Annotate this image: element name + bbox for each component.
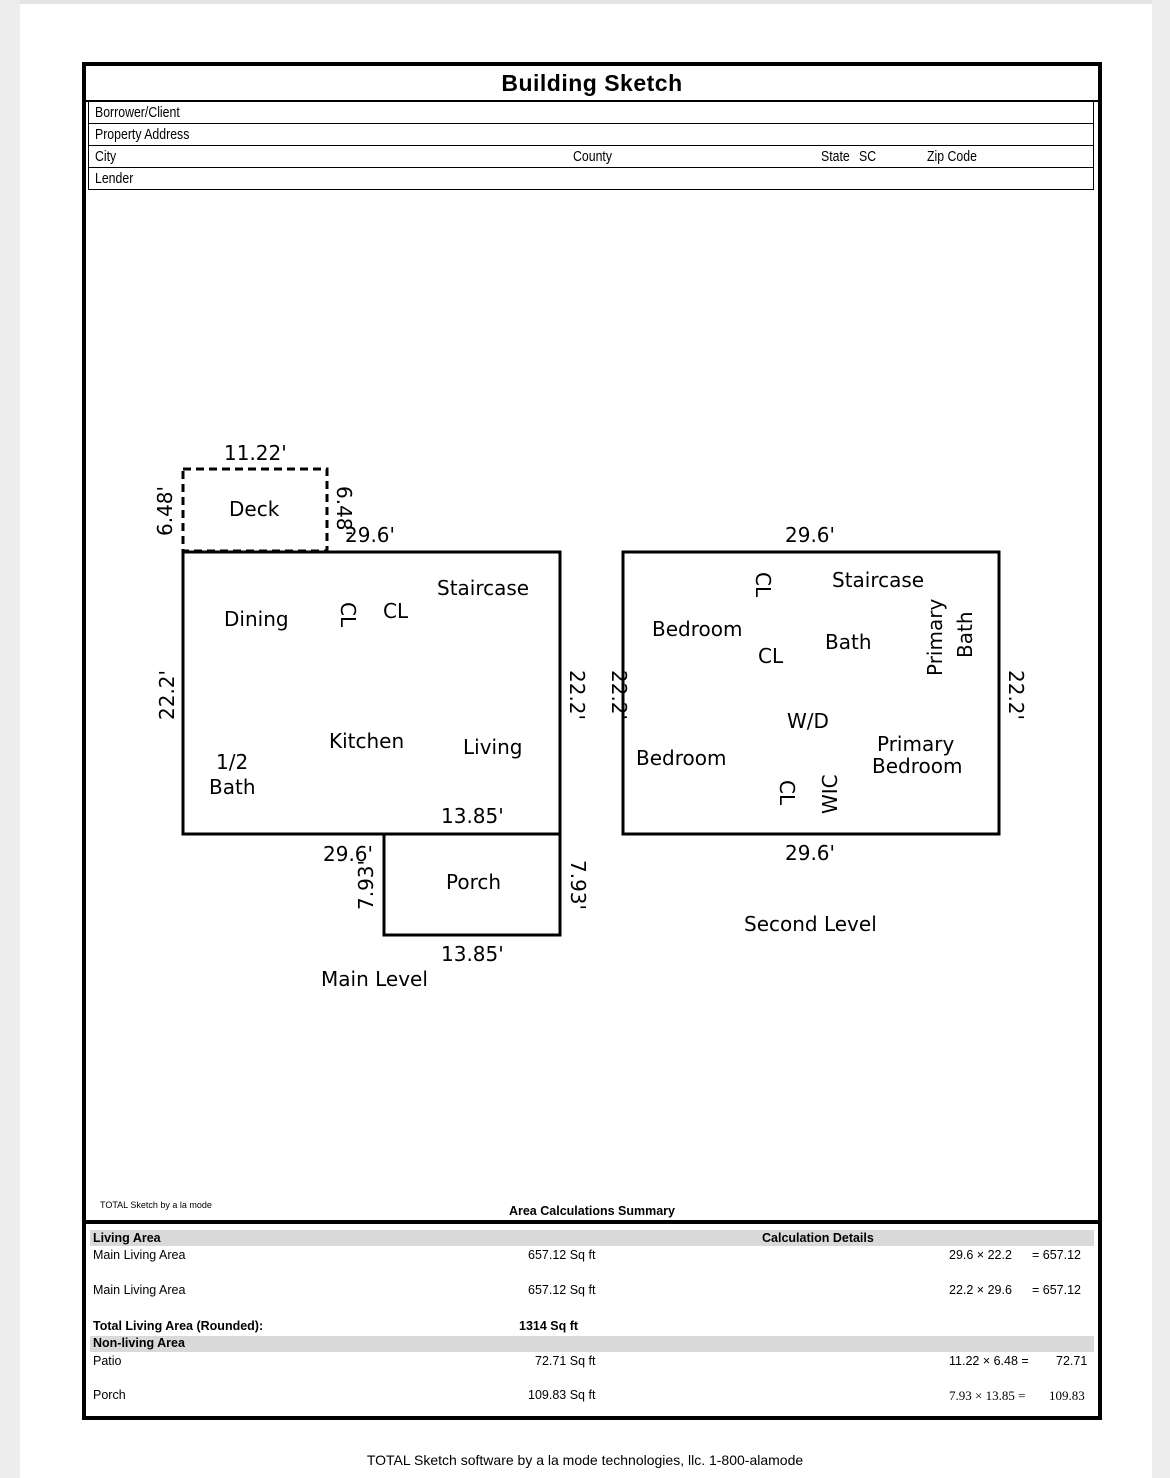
room-walk-in-closet: WIC [818, 774, 842, 814]
nonliving-row-area: 109.83 Sq ft [528, 1388, 596, 1402]
second-right-dim: 22.2' [1004, 670, 1028, 721]
main-bottom-left-dim: 29.6' [323, 842, 374, 866]
room-primary-bedroom: Bedroom [872, 754, 963, 778]
room-closet-bottom: CL [775, 780, 799, 806]
room-dining: Dining [224, 607, 289, 631]
nonliving-row-result: 109.83 [1049, 1388, 1085, 1403]
main-bottom-dim: 13.85' [441, 804, 504, 828]
room-kitchen: Kitchen [329, 729, 405, 753]
room-staircase: Staircase [437, 576, 530, 600]
second-bottom-dim: 29.6' [785, 841, 836, 865]
porch-bottom-dim: 13.85' [441, 942, 504, 966]
main-level-label: Main Level [321, 967, 428, 991]
room-bath: Bath [209, 775, 256, 799]
page-footer: TOTAL Sketch software by a la mode technologies, llc. 1-800-alamode [366, 1452, 804, 1468]
main-right-dim: 22.2' [565, 670, 589, 721]
living-row-calc: 29.6 × 22.2 [949, 1248, 1012, 1262]
porch-label: Porch [446, 870, 502, 894]
main-top-dim: 29.6' [345, 523, 396, 547]
nonliving-row-area: 72.71 Sq ft [535, 1354, 596, 1368]
nonliving-row-calc: 11.22 × 6.48 = [949, 1354, 1029, 1368]
porch-left-dim: 7.93' [354, 859, 378, 910]
summary-title: Area Calculations Summary [508, 1204, 676, 1218]
borrower-label: Borrower/Client [95, 104, 180, 121]
living-row-result: = 657.12 [1032, 1248, 1082, 1262]
zip-label: Zip Code [927, 148, 977, 165]
living-area-heading: Living Area [93, 1231, 161, 1245]
city-label: City [95, 148, 117, 165]
document-title: Building Sketch [86, 66, 1098, 102]
lender-label: Lender [95, 170, 134, 187]
living-row-area: 657.12 Sq ft [528, 1283, 596, 1297]
state-label: State [821, 148, 850, 165]
room-closet-top: CL [751, 572, 775, 598]
second-level-label: Second Level [744, 912, 877, 936]
room-living: Living [463, 735, 523, 759]
deck-label: Deck [229, 497, 280, 521]
second-level-outline [623, 552, 999, 834]
deck-depth-right-dim: 6.48' [332, 486, 356, 537]
room-half: 1/2 [216, 750, 249, 774]
deck-width-dim: 11.22' [224, 441, 287, 465]
second-top-dim: 29.6' [785, 523, 836, 547]
room-staircase-2: Staircase [832, 568, 925, 592]
calc-details-heading: Calculation Details [762, 1231, 874, 1245]
total-living-label: Total Living Area (Rounded): [93, 1319, 264, 1333]
room-closet-rotated: CL [336, 602, 360, 628]
address-label: Property Address [95, 126, 190, 143]
living-row-calc: 22.2 × 29.6 [949, 1283, 1012, 1297]
living-row-area: 657.12 Sq ft [528, 1248, 596, 1262]
nonliving-row-result: 72.71 [1056, 1354, 1088, 1368]
nonliving-area-heading: Non-living Area [93, 1336, 185, 1350]
living-row-label: Main Living Area [93, 1248, 186, 1262]
room-closet: CL [383, 599, 409, 623]
porch-right-dim: 7.93' [566, 860, 590, 911]
county-label: County [573, 148, 612, 165]
living-row-result: = 657.12 [1032, 1283, 1082, 1297]
room-bath-vertical: Bath [953, 611, 977, 658]
room-bedroom-1: Bedroom [652, 617, 743, 641]
room-washer-dryer: W/D [787, 709, 829, 733]
state-value: SC [859, 148, 877, 165]
room-bedroom-2: Bedroom [636, 746, 727, 770]
main-left-dim: 22.2' [155, 669, 179, 720]
living-row-label: Main Living Area [93, 1283, 186, 1297]
room-primary-vertical: Primary [923, 598, 947, 676]
nonliving-row-calc: 7.93 × 13.85 = [949, 1388, 1026, 1403]
deck-depth-left-dim: 6.48' [153, 485, 177, 536]
sketch-credit: TOTAL Sketch by a la mode [100, 1200, 212, 1210]
second-left-dim: 22.2' [607, 670, 631, 721]
room-primary: Primary [877, 732, 955, 756]
room-bath-2: Bath [825, 630, 872, 654]
total-living-value: 1314 Sq ft [519, 1319, 579, 1333]
room-closet-mid: CL [758, 644, 784, 668]
nonliving-row-label: Porch [93, 1388, 126, 1402]
nonliving-row-label: Patio [93, 1354, 122, 1368]
